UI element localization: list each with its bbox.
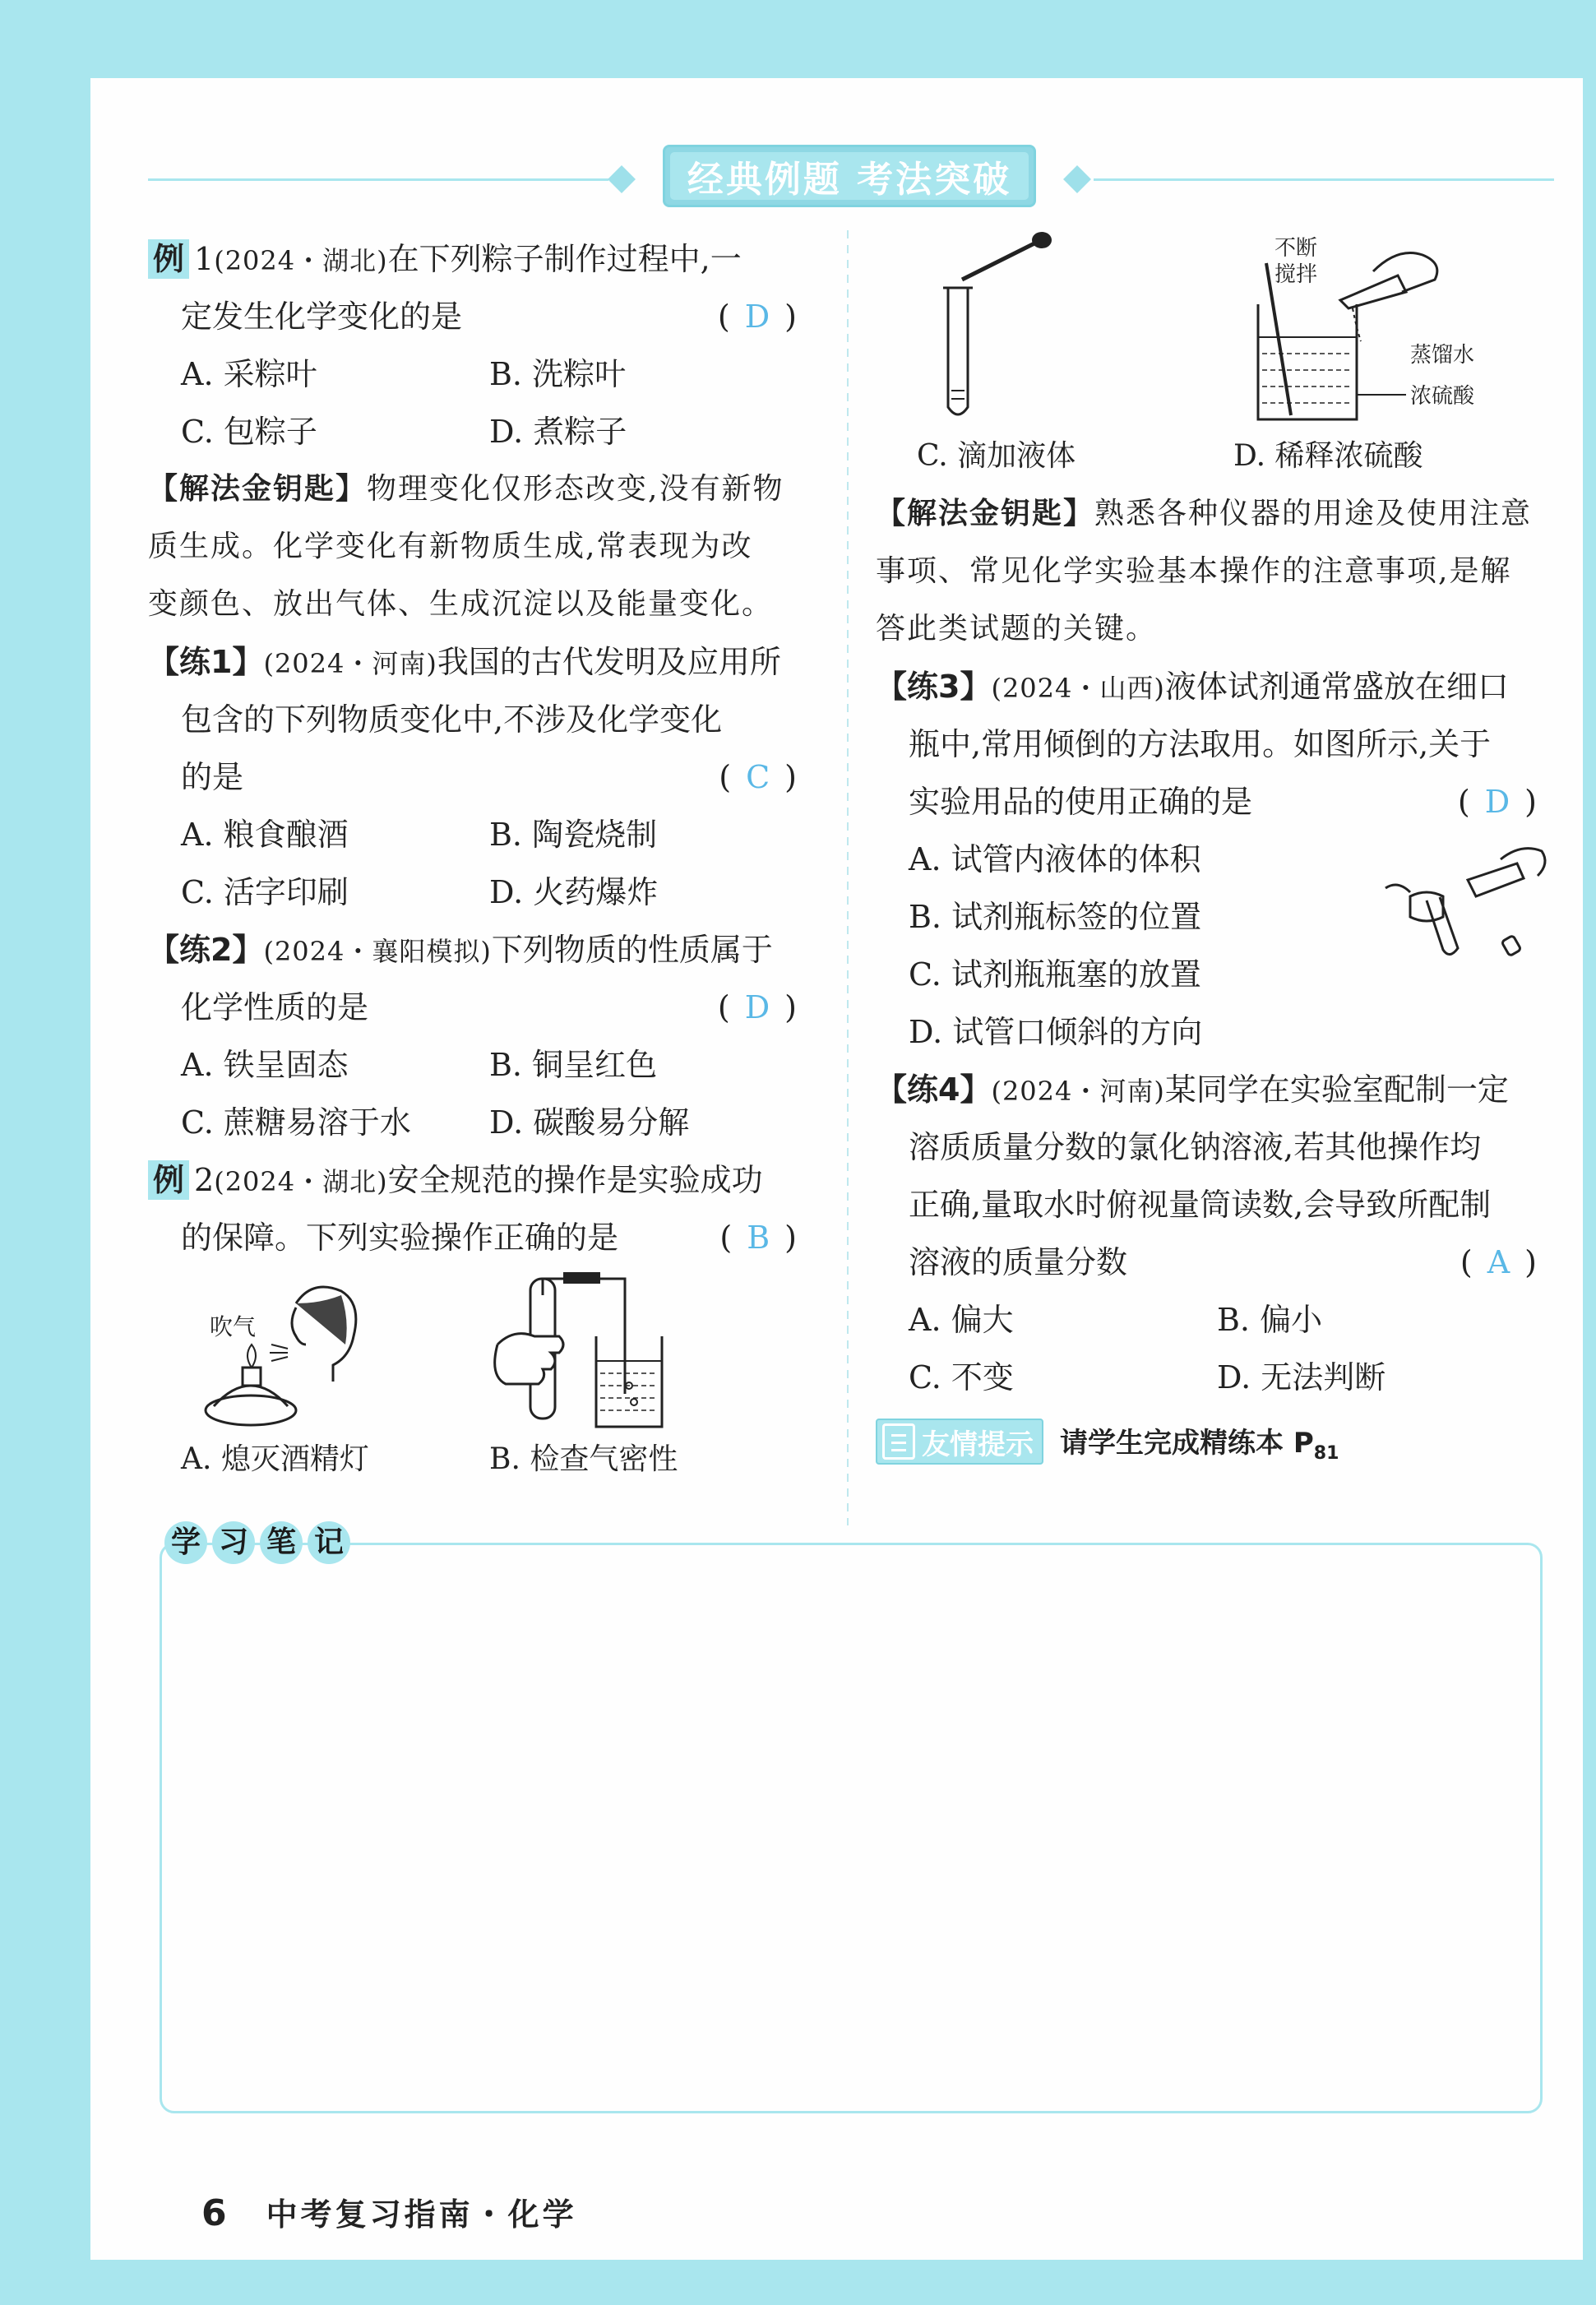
option-b: B. 试剂瓶标签的位置 bbox=[909, 899, 1202, 935]
p2-options-row2 bbox=[148, 1094, 818, 1151]
page-footer bbox=[201, 2189, 577, 2234]
option-c: C. 活字印刷 bbox=[181, 874, 349, 910]
study-notes-title bbox=[164, 1518, 355, 1567]
ex1-options-row2 bbox=[148, 403, 818, 461]
option-d: D. 碳酸易分解 bbox=[489, 1104, 690, 1141]
notes-char: 习 bbox=[212, 1521, 255, 1564]
p1-stem-line3: 的是 (C ) bbox=[148, 748, 818, 806]
option-a: A. 偏大 bbox=[909, 1302, 1014, 1338]
option-d: D. 稀释浓硫酸 bbox=[1233, 439, 1423, 473]
ex2-figure-labels-ab bbox=[148, 1431, 818, 1488]
page-frame-right bbox=[1583, 0, 1596, 2305]
answer-bracket: (A ) bbox=[1460, 1244, 1552, 1280]
banner-rule-right bbox=[1094, 178, 1554, 181]
tip-badge bbox=[876, 1419, 1043, 1465]
p3-stem-line1: 【练3】(2024・山西)液体试剂通常盛放在细口 bbox=[876, 669, 1509, 705]
p4-options-row1 bbox=[876, 1291, 1558, 1349]
answer-bracket: (D ) bbox=[1457, 784, 1552, 820]
option-d: D. 无法判断 bbox=[1217, 1359, 1386, 1395]
svg-text:浓硫酸: 浓硫酸 bbox=[1410, 384, 1475, 409]
answer-letter: C bbox=[746, 759, 770, 795]
figure-dilute-acid bbox=[1209, 230, 1517, 428]
option-a: A. 熄灭酒精灯 bbox=[181, 1442, 369, 1476]
pour-liquid-illustration bbox=[1377, 839, 1558, 970]
p4-options-row2 bbox=[876, 1349, 1558, 1406]
page-frame-bottom bbox=[0, 2260, 1596, 2305]
answer-bracket: (D ) bbox=[717, 989, 812, 1025]
dropper-illustration bbox=[900, 230, 1098, 428]
p2-stem-line2: 化学性质的是 (D ) bbox=[148, 979, 818, 1036]
option-c: C. 试剂瓶瓶塞的放置 bbox=[909, 956, 1201, 993]
key1-line1: 【解法金钥匙】物理变化仅形态改变,没有新物 bbox=[148, 472, 784, 506]
answer-letter: D bbox=[744, 989, 770, 1025]
page-frame-top bbox=[0, 0, 1596, 78]
option-d: D. 煮粽子 bbox=[489, 414, 627, 450]
example-tag: 例 bbox=[148, 1160, 189, 1200]
practice-tag: 【练4】 bbox=[876, 1072, 992, 1108]
p3-stem-line2: 瓶中,常用倾倒的方法取用。如图所示,关于 bbox=[909, 726, 1492, 762]
figure-extinguish-lamp bbox=[173, 1271, 481, 1431]
key1-line3: 变颜色、放出气体、生成沉淀以及能量变化。 bbox=[148, 587, 774, 621]
solution-key-tag: 【解法金钥匙】 bbox=[148, 472, 368, 506]
option-b: B. 检查气密性 bbox=[489, 1442, 678, 1476]
svg-text:蒸馏水: 蒸馏水 bbox=[1410, 343, 1475, 368]
option-c: C. 包粽子 bbox=[181, 414, 317, 450]
p4-stem-line2: 溶质质量分数的氯化钠溶液,若其他操作均 bbox=[909, 1129, 1482, 1165]
option-b: B. 铜呈红色 bbox=[489, 1047, 658, 1083]
notes-char: 笔 bbox=[260, 1521, 303, 1564]
p4-stem-line1: 【练4】(2024・河南)某同学在实验室配制一定 bbox=[876, 1072, 1509, 1108]
p1-stem-line2: 包含的下列物质变化中,不涉及化学变化 bbox=[181, 701, 723, 738]
option-b: B. 陶瓷烧制 bbox=[489, 817, 658, 853]
section-banner-title: 经典例题 考法突破 bbox=[687, 159, 1012, 201]
figure-airtightness-check bbox=[481, 1271, 789, 1431]
figure-drop-liquid bbox=[900, 230, 1209, 428]
section-banner bbox=[663, 145, 1036, 207]
right-column bbox=[876, 230, 1558, 1470]
blow-lamp-illustration bbox=[173, 1271, 386, 1431]
notes-char: 记 bbox=[308, 1521, 350, 1564]
answer-bracket: (C ) bbox=[719, 759, 812, 795]
option-a: A. 铁呈固态 bbox=[181, 1047, 349, 1083]
option-d: D. 试管口倾斜的方向 bbox=[909, 1014, 1203, 1050]
key2-line2: 事项、常见化学实验基本操作的注意事项,是解 bbox=[876, 554, 1512, 588]
solution-key-tag: 【解法金钥匙】 bbox=[876, 497, 1095, 530]
p4-stem-line4: 溶液的质量分数 (A ) bbox=[876, 1233, 1558, 1291]
option-b: B. 洗粽叶 bbox=[489, 356, 627, 392]
svg-text:不断: 不断 bbox=[1274, 236, 1318, 261]
dilution-illustration bbox=[1209, 230, 1521, 428]
ex2-figure-labels-cd bbox=[876, 428, 1558, 485]
p1-stem-line1: 【练1】(2024・河南)我国的古代发明及应用所 bbox=[148, 644, 781, 680]
answer-letter: D bbox=[744, 299, 770, 335]
option-a: A. 试管内液体的体积 bbox=[909, 841, 1201, 877]
p1-options-row1 bbox=[148, 806, 818, 863]
key2-line1: 【解法金钥匙】熟悉各种仪器的用途及使用注意 bbox=[876, 497, 1533, 530]
ex1-stem-line2: 定发生化学变化的是 (D ) bbox=[148, 288, 818, 345]
ex2-stem-line2: 的保障。下列实验操作正确的是 (B ) bbox=[148, 1209, 818, 1266]
ex1-stem-line1: 例 1(2024・湖北)在下列粽子制作过程中,一 bbox=[148, 230, 818, 288]
study-notes-box[interactable] bbox=[160, 1543, 1543, 2113]
p2-stem-line1: 【练2】(2024・襄阳模拟)下列物质的性质属于 bbox=[148, 932, 773, 968]
practice-tag: 【练2】 bbox=[148, 932, 264, 968]
answer-bracket: (D ) bbox=[717, 299, 812, 335]
option-d: D. 火药爆炸 bbox=[489, 874, 659, 910]
p4-stem-line3: 正确,量取水时俯视量筒读数,会导致所配制 bbox=[909, 1187, 1492, 1223]
key2-line3: 答此类试题的关键。 bbox=[876, 612, 1158, 646]
page-number: 6 bbox=[201, 2192, 227, 2234]
ex1-options-row1 bbox=[148, 345, 818, 403]
p3-stem-line3: 实验用品的使用正确的是 (D ) bbox=[876, 773, 1558, 831]
p2-options-row1 bbox=[148, 1036, 818, 1094]
ex2-stem-line1: 例 2(2024・湖北)安全规范的操作是实验成功 bbox=[148, 1151, 818, 1209]
practice-tag: 【练1】 bbox=[148, 644, 264, 680]
page-frame-left bbox=[0, 0, 90, 2305]
friendly-tip bbox=[876, 1413, 1558, 1470]
blow-label: 吹气 bbox=[210, 1313, 257, 1340]
key1-line2: 质生成。化学变化有新物质生成,常表现为改 bbox=[148, 530, 753, 563]
answer-bracket: (B ) bbox=[719, 1220, 812, 1256]
p3-options bbox=[876, 831, 1558, 1061]
svg-text:搅拌: 搅拌 bbox=[1274, 262, 1318, 287]
option-c: C. 蔗糖易溶于水 bbox=[181, 1104, 411, 1141]
ex2-figures-cd bbox=[876, 230, 1558, 428]
answer-letter: D bbox=[1484, 784, 1510, 820]
column-divider bbox=[847, 230, 849, 1525]
notes-char: 学 bbox=[164, 1521, 207, 1564]
banner-rule-left bbox=[148, 178, 608, 181]
option-c: C. 滴加液体 bbox=[917, 439, 1076, 473]
practice-tag: 【练3】 bbox=[876, 669, 992, 705]
example-tag: 例 bbox=[148, 239, 189, 279]
answer-letter: B bbox=[747, 1220, 770, 1256]
option-c: C. 不变 bbox=[909, 1359, 1014, 1395]
question-source: (2024・湖北) bbox=[214, 245, 388, 276]
option-b: B. 偏小 bbox=[1217, 1302, 1323, 1338]
book-title: 中考复习指南・化学 bbox=[266, 2196, 577, 2233]
airtight-illustration bbox=[481, 1271, 728, 1431]
ex2-figures-ab bbox=[148, 1271, 818, 1431]
tip-text: 请学生完成精练本 $P_{81}$ bbox=[1060, 1426, 1339, 1464]
option-a: A. 采粽叶 bbox=[181, 356, 317, 392]
p1-options-row2 bbox=[148, 863, 818, 921]
answer-letter: A bbox=[1487, 1244, 1510, 1280]
left-column bbox=[148, 230, 818, 1488]
option-a: A. 粮食酿酒 bbox=[181, 817, 349, 853]
clipboard-icon bbox=[882, 1423, 915, 1460]
tip-label: 友情提示 bbox=[922, 1428, 1034, 1461]
